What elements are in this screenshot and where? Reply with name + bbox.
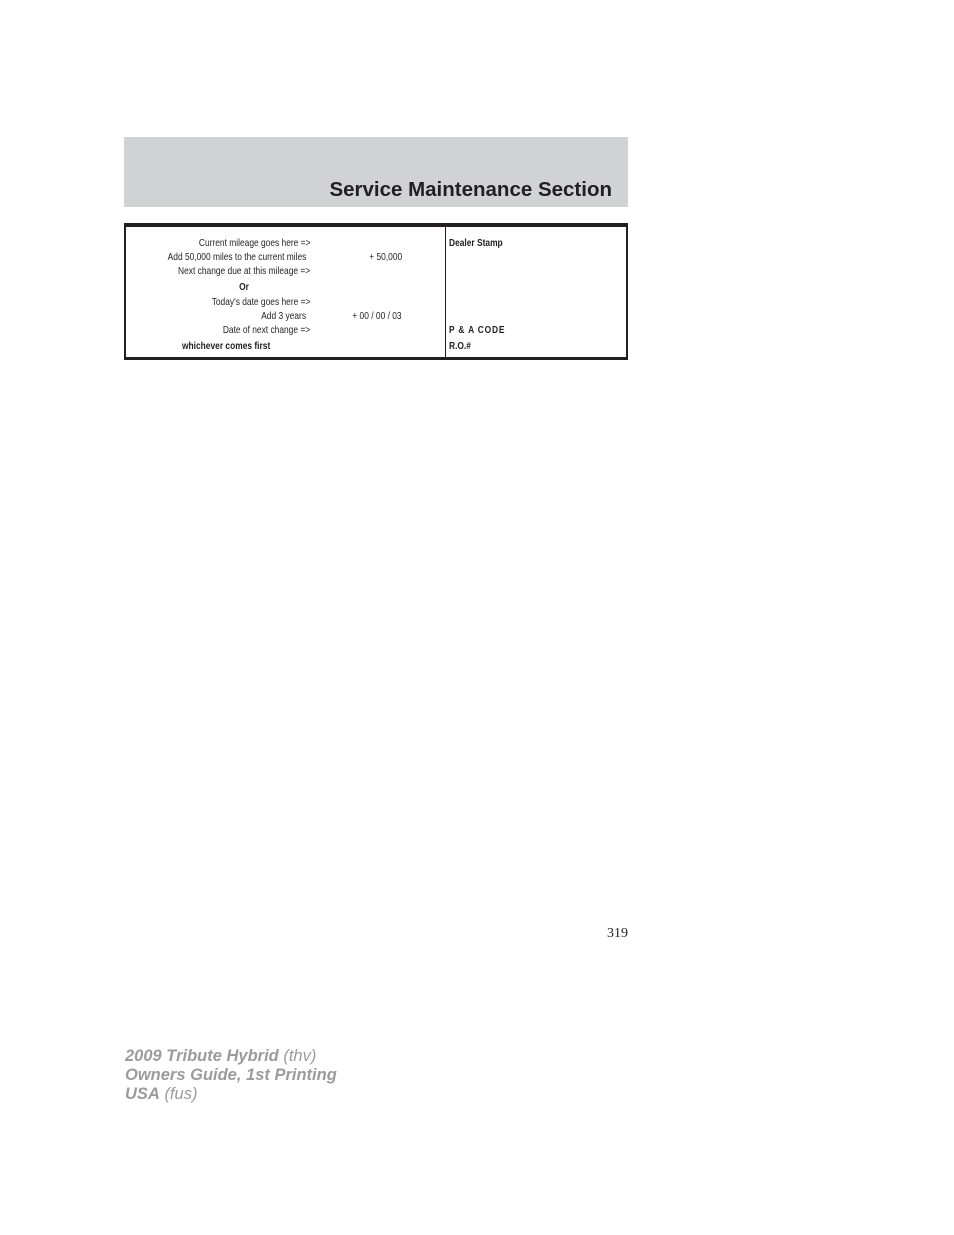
next-change-date-label: Date of next change => xyxy=(222,324,310,336)
next-change-mileage-label: Next change due at this mileage => xyxy=(177,265,310,277)
add-miles-value: + 50,000 xyxy=(369,251,402,263)
add-years-value: + 00 / 00 / 03 xyxy=(352,310,402,322)
footer-model-code: (thv) xyxy=(283,1047,317,1065)
footer-model: 2009 Tribute Hybrid xyxy=(125,1047,279,1065)
dealer-stamp-label: Dealer Stamp xyxy=(449,237,503,249)
service-record-form xyxy=(124,223,628,360)
or-label: Or xyxy=(239,281,249,293)
ro-number-label: R.O.# xyxy=(449,340,471,352)
footer-region-code: (fus) xyxy=(164,1085,198,1103)
footer-region: USA xyxy=(125,1085,160,1103)
add-miles-label: Add 50,000 miles to the current miles xyxy=(167,251,306,263)
current-mileage-label: Current mileage goes here => xyxy=(198,237,310,249)
footer-line-3 xyxy=(125,1085,337,1104)
add-years-label: Add 3 years xyxy=(261,310,306,322)
footer-line-2 xyxy=(125,1066,337,1085)
footer-line-1 xyxy=(125,1047,337,1066)
section-title: Service Maintenance Section xyxy=(329,178,612,201)
footer-print-info xyxy=(125,1047,337,1104)
pa-code-label: P & A CODE xyxy=(449,324,506,336)
whichever-comes-first-label: whichever comes first xyxy=(182,340,271,352)
todays-date-label: Today's date goes here => xyxy=(211,296,310,308)
page-number: 319 xyxy=(607,926,628,941)
section-header-band xyxy=(124,137,628,207)
form-divider xyxy=(445,227,446,357)
footer-guide: Owners Guide, 1st Printing xyxy=(125,1066,337,1084)
